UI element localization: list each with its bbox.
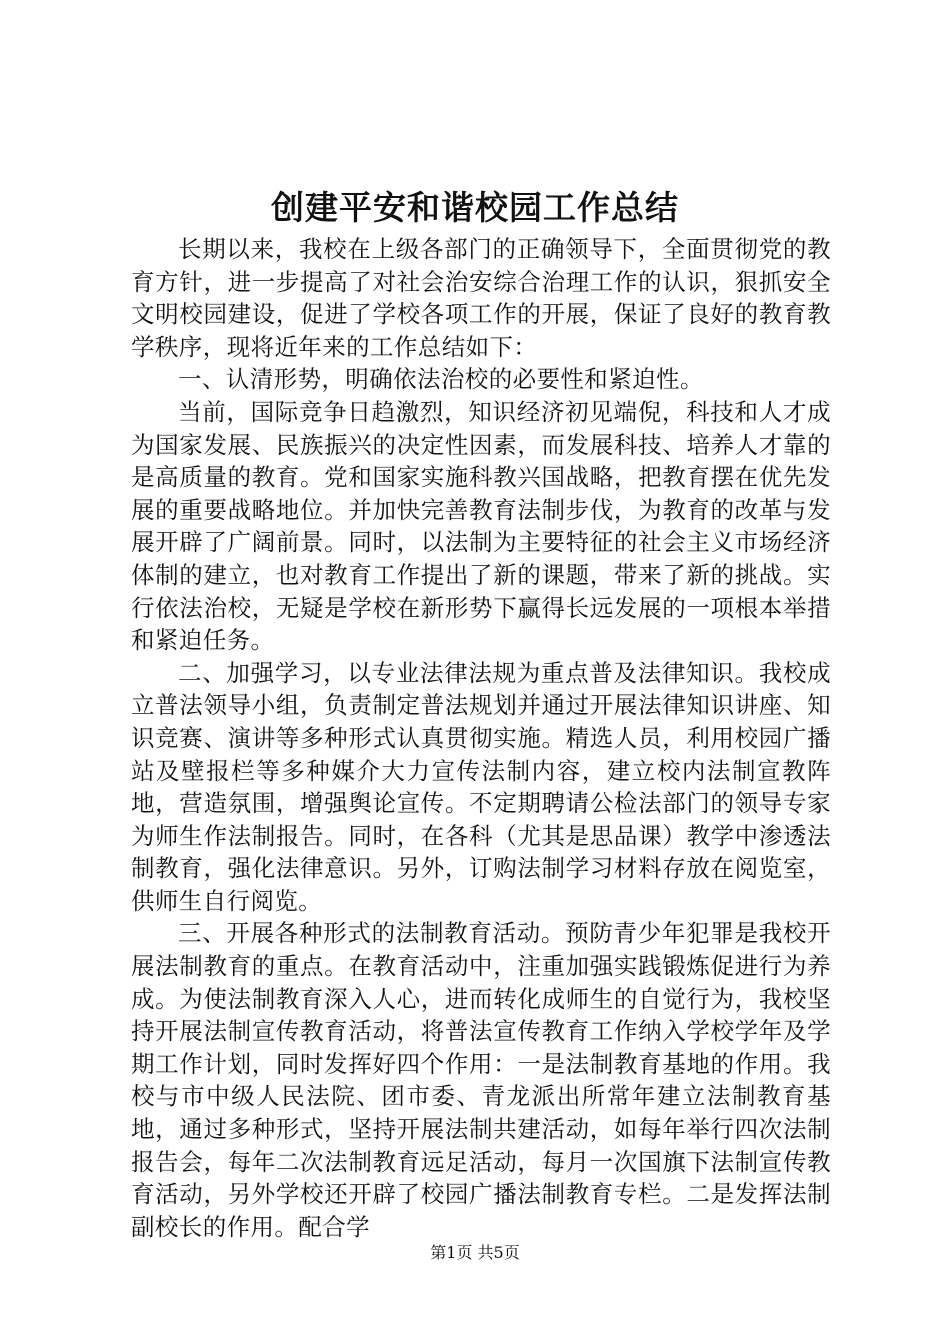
paragraph-section-2: 二、加强学习，以专业法律法规为重点普及法律知识。我校成立普法领导小组，负责制定普法规划并通过开展法律知识讲座、知识竞赛、演讲等多种形式认真贯彻实施。精选人员，利用校园广播站及壁报栏等多种媒介大力宣传法制内容，建立校内法制宣教阵地，营造氛围，增强舆论宣传。不定期聘请公检法部门的领导专家为师生作法制报告。同时，在各科（尤其是思品课）教学中渗透法制教育，强化法律意识。另外，订购法制学习材料存放在阅览室，供师生自行阅览。	[131, 658, 831, 915]
document-body	[131, 233, 831, 1243]
paragraph-section-1: 当前，国际竞争日趋激烈，知识经济初见端倪，科技和人才成为国家发展、民族振兴的决定性因素，而发展科技、培养人才靠的是高质量的教育。党和国家实施科教兴国战略，把教育摆在优先发展的重要战略地位。并加快完善教育法制步伐，为教育的改革与发展开辟了广阔前景。同时，以法制为主要特征的社会主义市场经济体制的建立，也对教育工作提出了新的课题，带来了新的挑战。实行依法治校，无疑是学校在新形势下赢得长远发展的一项根本举措和紧迫任务。	[131, 397, 831, 655]
page-number-footer: 第1页 共5页	[430, 1243, 520, 1262]
paragraph-heading-1: 一、认清形势，明确依法治校的必要性和紧迫性。	[178, 365, 704, 394]
paragraph-section-3: 三、开展各种形式的法制教育活动。预防青少年犯罪是我校开展法制教育的重点。在教育活动中，注重加强实践锻炼促进行为养成。为使法制教育深入人心，进而转化成师生的自觉行为，我校坚持开展法制宣传教育活动，将普法宣传教育工作纳入学校学年及学期工作计划，同时发挥好四个作用：一是法制教育基地的作用。我校与市中级人民法院、团市委、青龙派出所常年建立法制教育基地，通过多种形式，坚持开展法制共建活动，如每年举行四次法制报告会，每年二次法制教育远足活动，每月一次国旗下法制宣传教育活动，另外学校还开辟了校园广播法制教育专栏。二是发挥法制副校长的作用。配合学	[131, 919, 831, 1241]
paragraph-intro: 长期以来，我校在上级各部门的正确领导下，全面贯彻党的教育方针，进一步提高了对社会治安综合治理工作的认识，狠抓安全文明校园建设，促进了学校各项工作的开展，保证了良好的教育教学秩序，现将近年来的工作总结如下：	[131, 235, 831, 361]
document-title: 创建平安和谐校园工作总结	[271, 188, 679, 227]
